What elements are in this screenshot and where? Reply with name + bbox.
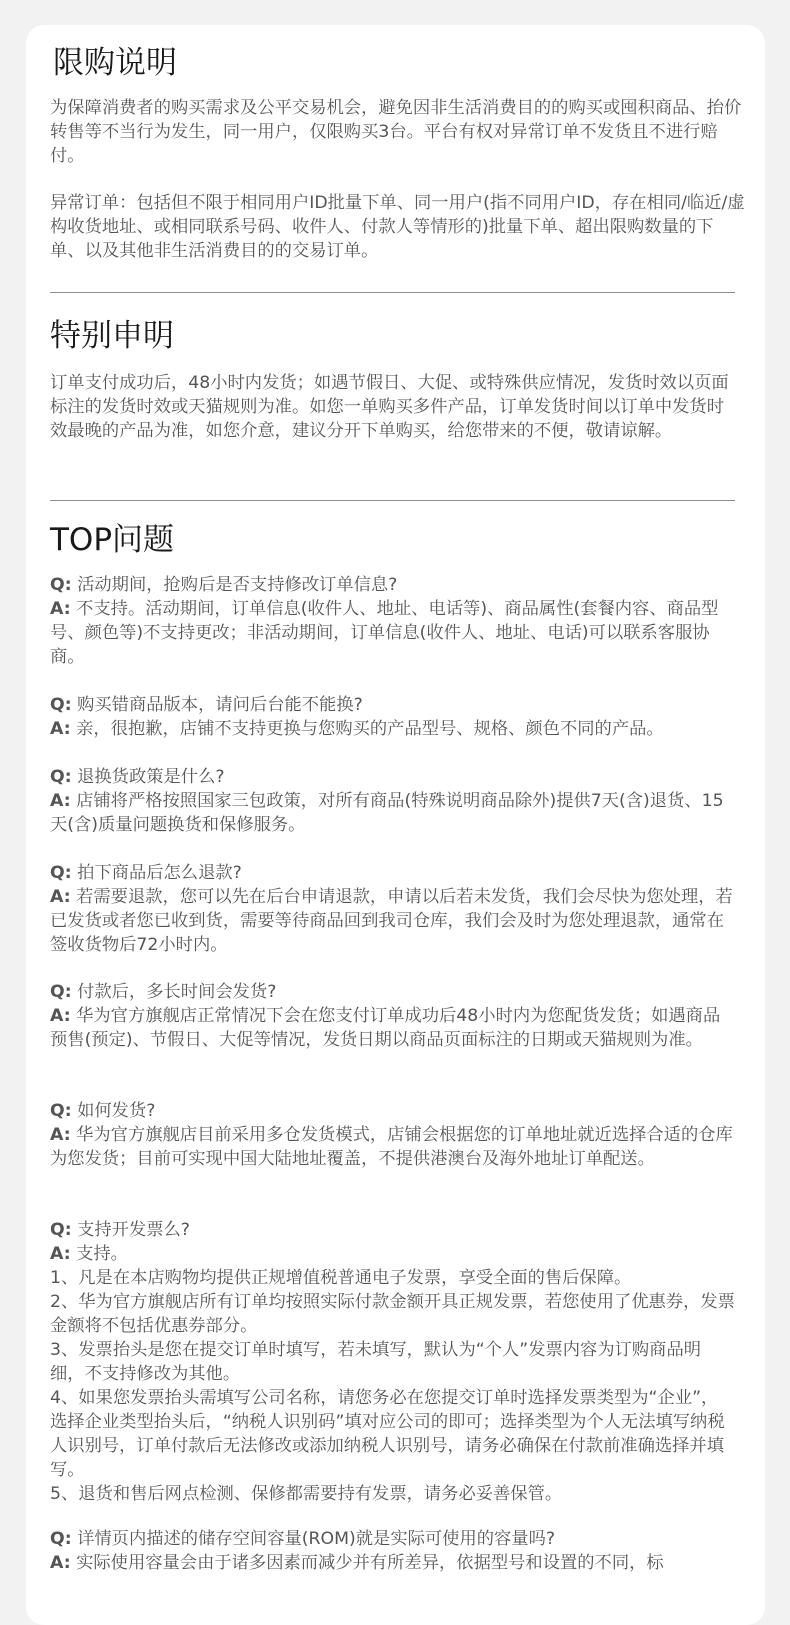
question-line [50,1527,735,1551]
question-label: Q: [50,767,72,787]
answer-text: 若需要退款，您可以先在后台申请退款，申请以后若未发货，我们会尽快为您处理，若已发货或者您已收到货，需要等待商品回到我司仓库，我们会及时为您处理退款，通常在签收货物后72小时内。 [50,887,733,955]
question-text: 活动期间，抢购后是否支持修改订单信息? [77,575,398,595]
special-notice-paragraph: 订单支付成功后，48小时内发货；如遇节假日、大促、或特殊供应情况，发货时效以页面标注的发货时效或天猫规则为准。如您一单购买多件产品，订单发货时间以订单中发货时效最晚的产品为准，如您介意，建议分开下单购买，给您带来的不便，敬请谅解。 [50,373,729,441]
purchase-limit-paragraph-1: 为保障消费者的购买需求及公平交易机会，避免因非生活消费目的的购买或囤积商品、抬价转售等不当行为发生，同一用户，仅限购买3台。平台有权对异常订单不发货且不进行赔付。 [50,98,742,166]
invoice-note: 1、凡是在本店购物均提供正规增值税普通电子发票，享受全面的售后保障。 [50,1268,632,1288]
question-label: Q: [50,575,72,595]
question-text: 拍下商品后怎么退款? [77,863,242,883]
answer-label: A: [50,1125,71,1145]
answer-line [50,1551,735,1575]
qa-item [50,693,735,741]
top-questions-title: TOP问题 [50,522,175,558]
invoice-note: 4、如果您发票抬头需填写公司名称，请您务必在您提交订单时选择发票类型为“企业”，选择企业类型抬头后，“纳税人识别码”填对应公司的即可；选择类型为个人无法填写纳税人识别号，订单付款后无法修改或添加纳税人识别号，请务必确保在付款前准确选择并填写。 [50,1388,725,1480]
answer-label: A: [50,1244,71,1264]
question-label: Q: [50,982,72,1002]
invoice-note: 5、退货和售后网点检测、保修都需要持有发票，请务必妥善保管。 [50,1484,563,1504]
answer-line [50,597,735,669]
special-notice-title: 特别申明 [50,318,174,354]
answer-line [50,1004,735,1052]
answer-line [50,1242,735,1266]
question-text: 付款后，多长时间会发货? [77,982,277,1002]
question-label: Q: [50,1220,72,1240]
answer-text: 实际使用容量会由于诸多因素而减少并有所差异，依据型号和设置的不同，标 [76,1553,664,1573]
question-label: Q: [50,863,72,883]
qa-item [50,765,735,837]
invoice-note: 2、华为官方旗舰店所有订单均按照实际付款金额开具正规发票，若您使用了优惠券，发票金额将不包括优惠券部分。 [50,1292,735,1336]
qa-item [50,1527,735,1575]
purchase-limit-title: 限购说明 [53,45,177,81]
invoice-note: 3、发票抬头是您在提交订单时填写，若未填写，默认为“个人”发票内容为订购商品明细，不支持修改为其他。 [50,1340,702,1384]
qa-item [50,1099,735,1171]
question-line [50,980,735,1004]
section-divider [50,500,735,501]
question-text: 详情页内描述的储存空间容量(ROM)就是实际可使用的容量吗? [77,1529,556,1549]
question-line [50,573,735,597]
qa-item [50,573,735,669]
answer-label: A: [50,791,71,811]
question-line [50,765,735,789]
answer-label: A: [50,1006,71,1026]
purchase-limit-paragraph-2: 异常订单：包括但不限于相同用户ID批量下单、同一用户(指不同用户ID，存在相同/临近/虚构收货地址、或相同联系号码、收件人、付款人等情形的)批量下单、超出限购数量的下单、以及其他非生活消费目的的交易订单。 [50,193,745,261]
answer-label: A: [50,887,71,907]
qa-item [50,861,735,957]
section-divider [50,292,735,293]
answer-line [50,1123,735,1171]
info-card [26,25,765,1625]
qa-item [50,1218,735,1506]
question-line [50,1099,735,1123]
answer-line [50,717,735,741]
answer-line [50,885,735,957]
answer-label: A: [50,599,71,619]
question-text: 如何发货? [77,1101,156,1121]
question-line [50,693,735,717]
question-line [50,861,735,885]
qa-item [50,980,735,1052]
question-line [50,1218,735,1242]
question-text: 支持开发票么? [77,1220,190,1240]
answer-label: A: [50,719,71,739]
question-label: Q: [50,695,72,715]
question-text: 退换货政策是什么? [77,767,225,787]
answer-line [50,789,735,837]
answer-text: 不支持。活动期间，订单信息(收件人、地址、电话等)、商品属性(套餐内容、商品型号、颜色等)不支持更改；非活动期间，订单信息(收件人、地址、电话)可以联系客服协商。 [50,599,719,667]
answer-text: 店铺将严格按照国家三包政策，对所有商品(特殊说明商品除外)提供7天(含)退货、15天(含)质量问题换货和保修服务。 [50,791,724,835]
answer-text: 支持。 [76,1244,128,1264]
question-label: Q: [50,1529,72,1549]
answer-text: 华为官方旗舰店目前采用多仓发货模式，店铺会根据您的订单地址就近选择合适的仓库为您发货；目前可实现中国大陆地址覆盖，不提供港澳台及海外地址订单配送。 [50,1125,733,1169]
question-label: Q: [50,1101,72,1121]
answer-text: 华为官方旗舰店正常情况下会在您支付订单成功后48小时内为您配货发货；如遇商品预售(预定)、节假日、大促等情况，发货日期以商品页面标注的日期或天猫规则为准。 [50,1006,721,1050]
answer-text: 亲，很抱歉，店铺不支持更换与您购买的产品型号、规格、颜色不同的产品。 [76,719,664,739]
answer-label: A: [50,1553,71,1573]
question-text: 购买错商品版本，请问后台能不能换? [77,695,363,715]
